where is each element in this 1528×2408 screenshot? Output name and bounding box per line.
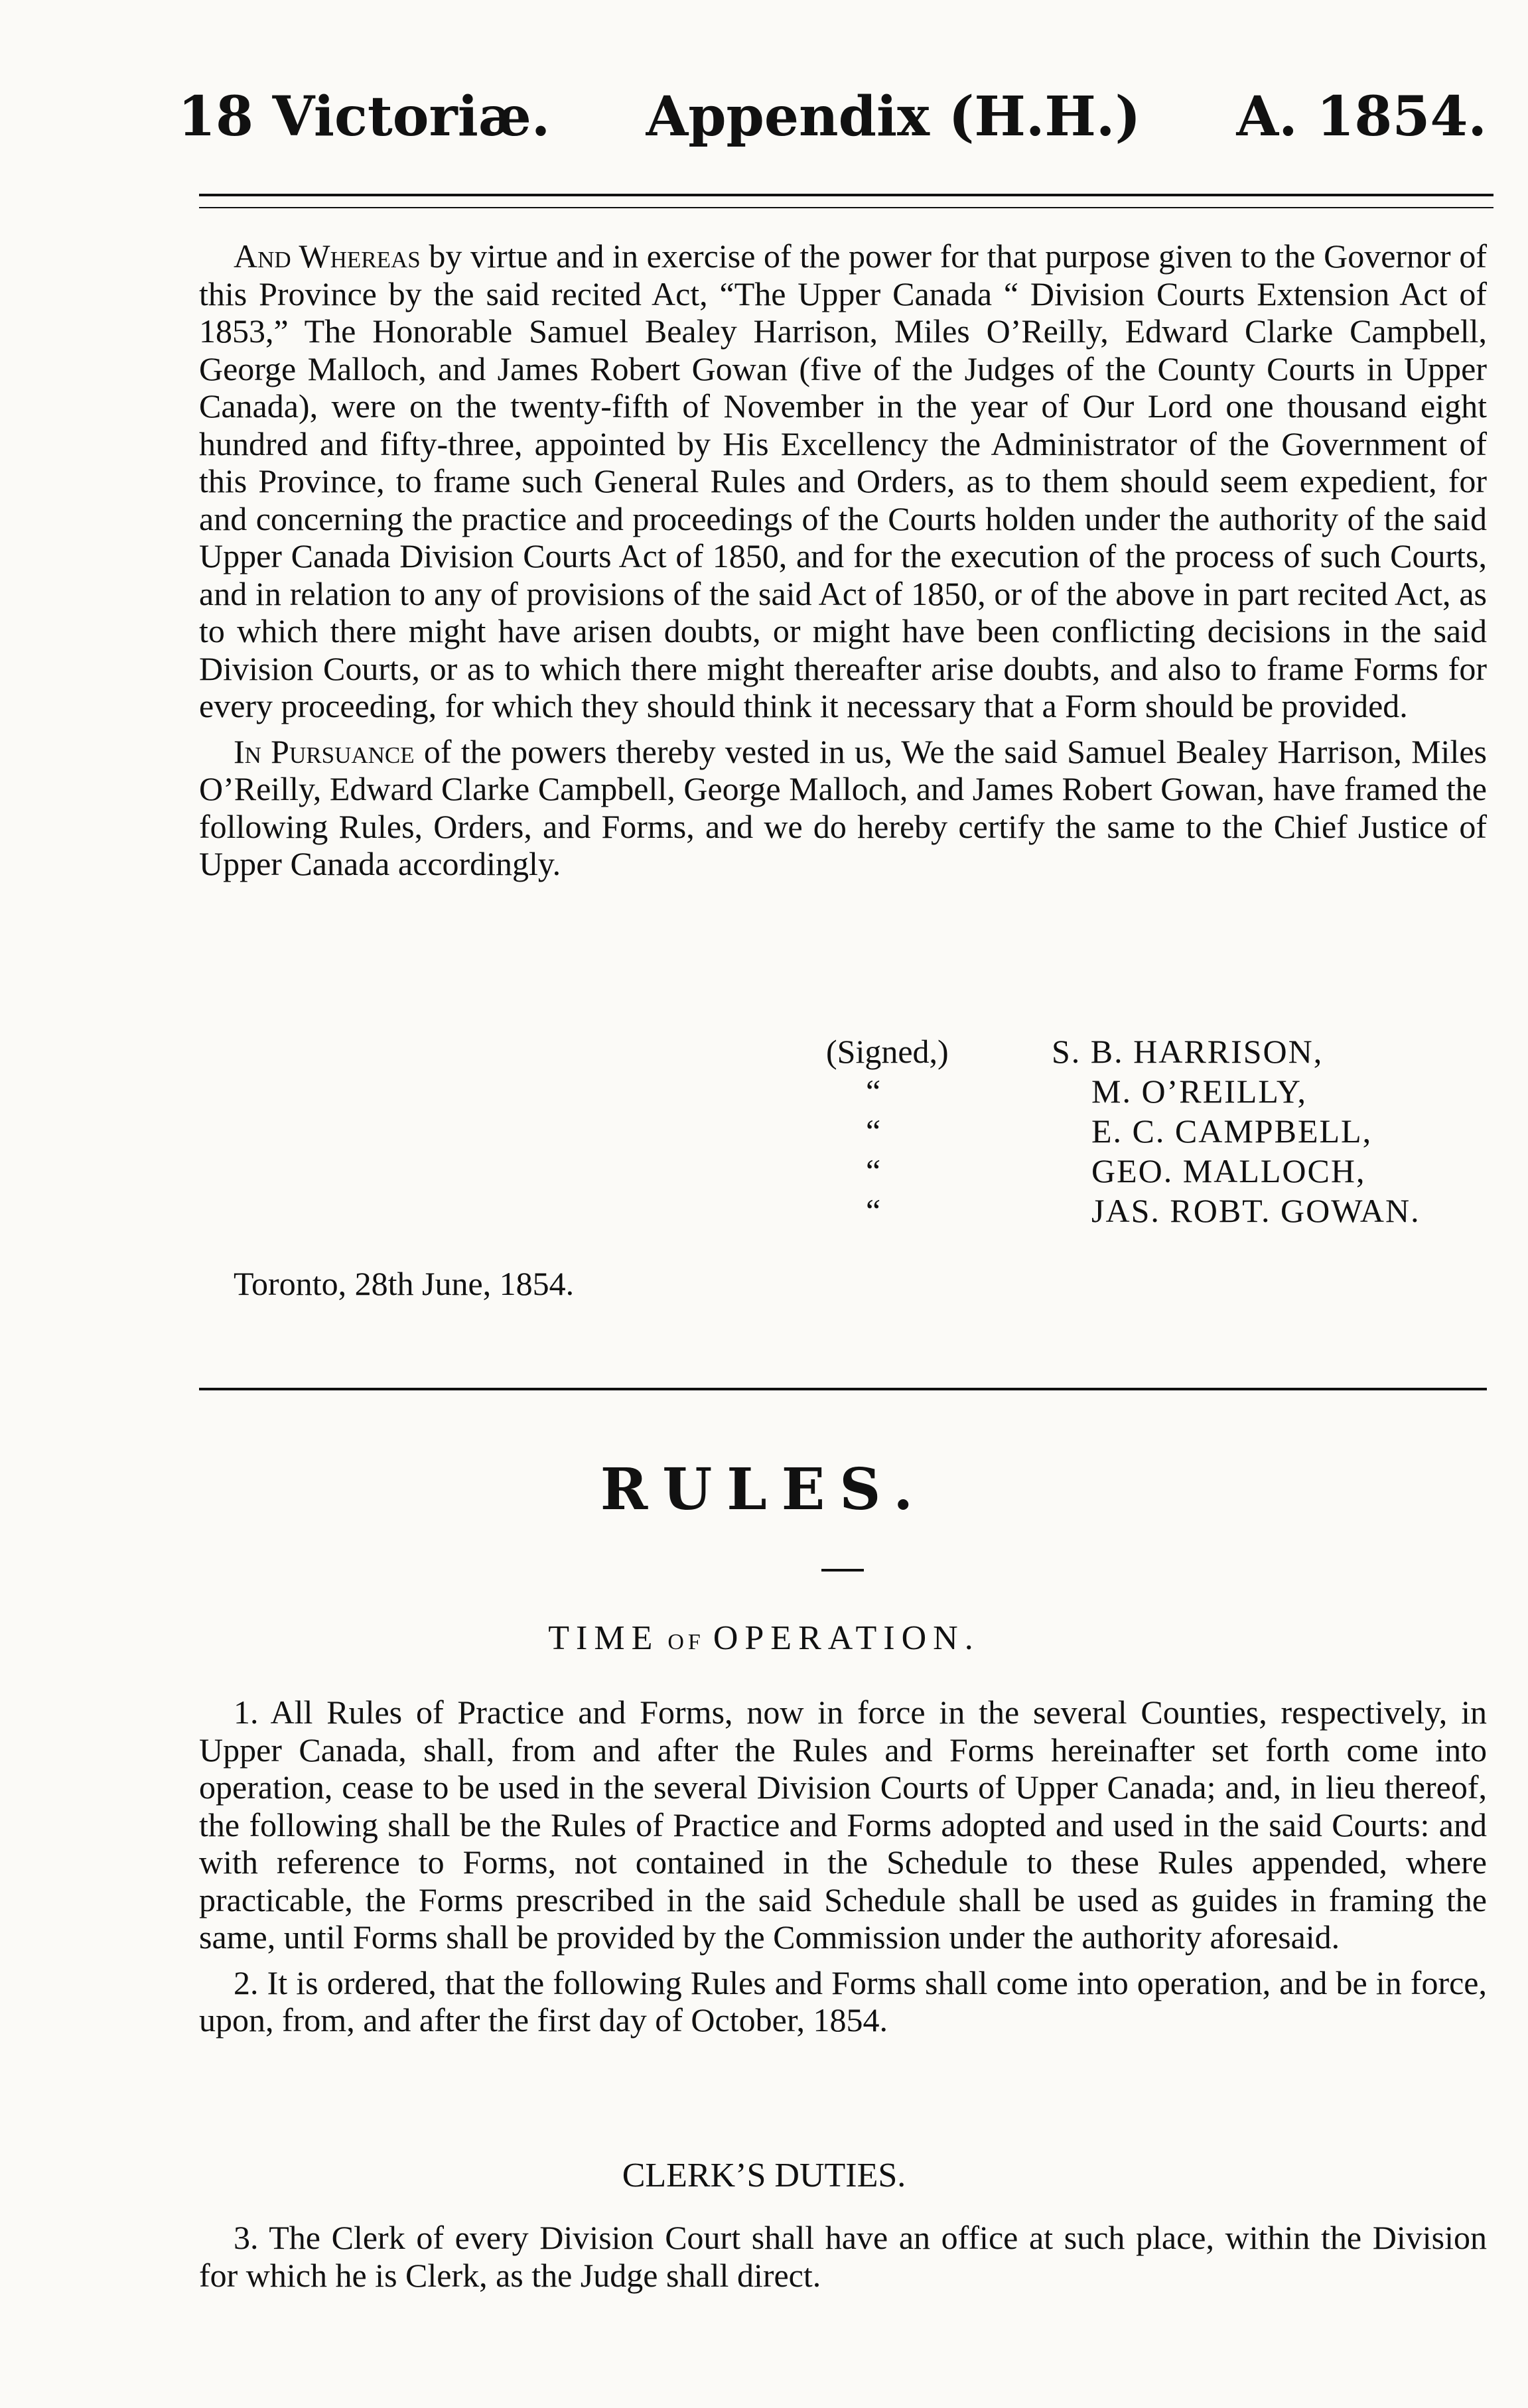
heading-clerks-duties: CLERK’S DUTIES. [622, 2157, 906, 2194]
signature-block [826, 1032, 1421, 1231]
signatory-name: M. O’REILLY, [1091, 1073, 1308, 1110]
title-dash [821, 1569, 864, 1572]
preamble-text-2: of the powers thereby vested in us, We the said Samuel Bealey Harrison, Miles O’Reilly, Edward Clarke Campbell, George Malloch, and James Robert Gowan, have framed the following Rules, Orders, and Forms, and we do hereby certify the same to the Chief Justice of Upper Canada accordingly. [199, 732, 1487, 882]
page-header [178, 85, 1487, 158]
ditto-mark: “ [866, 1192, 881, 1229]
place-date: Toronto, 28th June, 1854. [234, 1265, 575, 1302]
section-divider [199, 1388, 1487, 1390]
heading-word: OF [667, 1630, 705, 1654]
preamble-lead-2: In Pursuance [234, 732, 415, 770]
signature-row [826, 1032, 1421, 1071]
section-time-of-operation [199, 1694, 1487, 2039]
signatory-name: GEO. MALLOCH, [1091, 1152, 1366, 1189]
signatory-name: S. B. HARRISON, [1052, 1033, 1324, 1070]
signature-row [826, 1111, 1421, 1151]
preamble-paragraph-2 [199, 733, 1487, 883]
rules-title: RULES. [600, 1456, 928, 1523]
preamble [199, 237, 1487, 883]
preamble-paragraph-1 [199, 237, 1487, 725]
header-appendix: Appendix (H.H.) [646, 85, 1141, 149]
ditto-mark: “ [866, 1073, 881, 1110]
signatory-name: JAS. ROBT. GOWAN. [1091, 1192, 1421, 1229]
signature-row [826, 1151, 1421, 1191]
header-year: A. 1854. [1236, 85, 1487, 149]
header-session: 18 Victoriæ. [178, 85, 551, 149]
signature-row [826, 1191, 1421, 1231]
ditto-mark: “ [866, 1152, 881, 1189]
ditto-mark: “ [866, 1112, 881, 1150]
rule-3: 3. The Clerk of every Division Court shall have an office at such place, within the Division for which he is Clerk, as the Judge shall direct. [199, 2219, 1487, 2294]
signed-label: (Signed,) [826, 1033, 949, 1070]
heading-word: TIME [548, 1619, 660, 1657]
rule-1: 1. All Rules of Practice and Forms, now in force in the several Counties, respectively, in Upper Canada, shall, from and after the Rules and Forms hereinafter set forth come into operation, cease to be used in the several Division Courts of Upper Canada; and, in lieu thereof, the following shall be the Rules of Practice and Forms adopted and used in the said Courts: and with reference to Forms, not contained in the Schedule to these Rules appended, where practicable, the Forms prescribed in the said Schedule shall be used as guides in framing the same, until Forms shall be provided by the Commission under the authority aforesaid. [199, 1694, 1487, 1956]
section-clerks-duties [199, 2219, 1487, 2294]
heading-word: OPERATION. [713, 1619, 980, 1657]
preamble-text-1: by virtue and in exercise of the power for that purpose given to the Governor of this Province by the said recited Act, “The Upper Canada “ Division Courts Extension Act of 1853,” The Honorable Samuel Bealey Harrison, Miles O’Reilly, Edward Clarke Campbell, George Malloch, and James Robert Gowan (five of the Judges of the County Courts in Upper Canada), were on the twenty-fifth of November in the year of Our Lord one thousand eight hundred and fifty-three, appointed by His Excellency the Administrator of the Government of this Province, to frame such General Rules and Orders, as to them should seem expedient, for and concerning the practice and proceedings of the Courts holden under the authority of the said Upper Canada Division Courts Act of 1850, and for the execution of the process of such Courts, and in relation to any of provisions of the said Act of 1850, or of the above in part recited Act, as to which there might have arisen doubts, or might have been conflicting decisions in the said Division Courts, or as to which there might thereafter arise doubts, and also to frame Forms for every proceeding, for which they should think it necessary that a Form should be provided. [199, 237, 1487, 724]
header-double-rule [199, 194, 1493, 208]
signature-row [826, 1071, 1421, 1111]
rule-2: 2. It is ordered, that the following Rules and Forms shall come into operation, and be in force, upon, from, and after the first day of October, 1854. [199, 1964, 1487, 2039]
signatory-name: E. C. CAMPBELL, [1091, 1112, 1373, 1150]
preamble-lead-1: And Whereas [234, 237, 421, 275]
heading-time-of-operation [0, 1619, 1528, 1658]
